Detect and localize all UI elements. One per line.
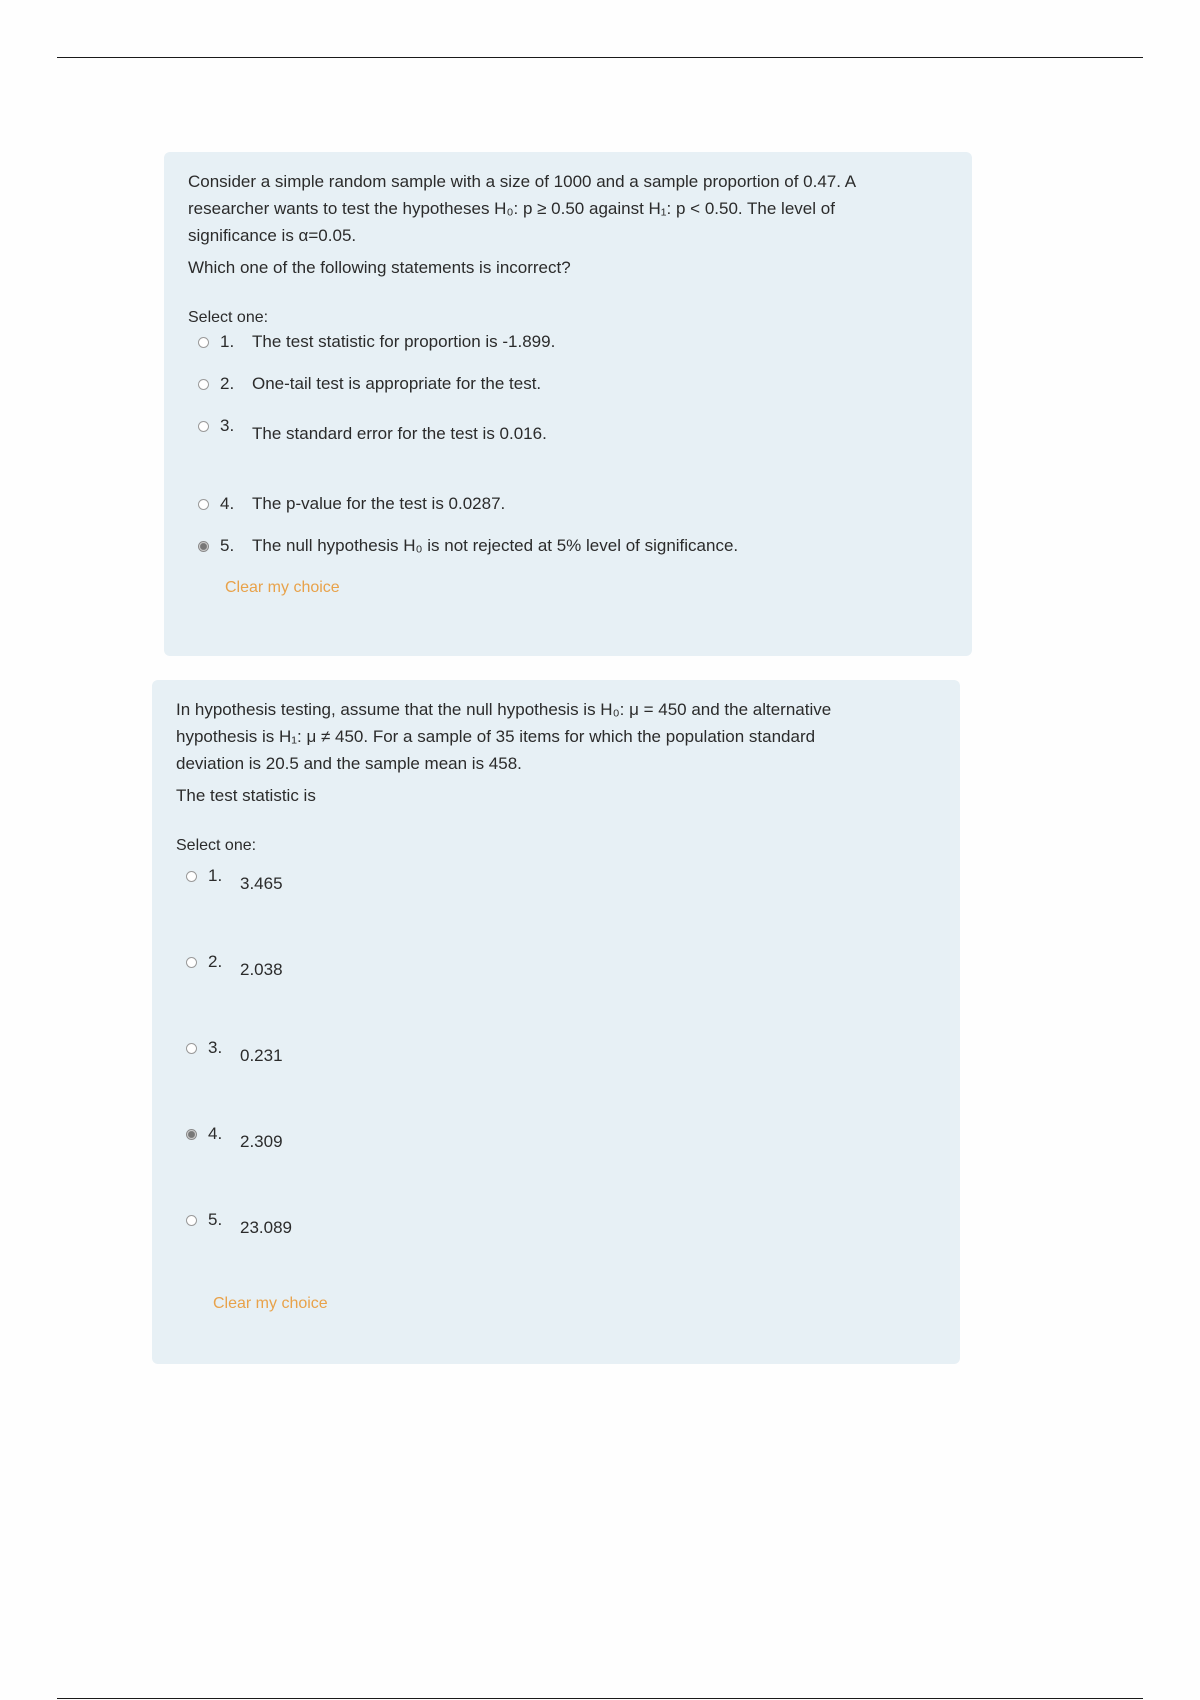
answer-number: 3.	[220, 416, 235, 435]
answer-number: 2.	[208, 952, 223, 971]
select-one-label: Select one:	[188, 309, 269, 326]
question-prompt: Which one of the following statements is incorrect?	[188, 258, 571, 277]
answer-list	[188, 331, 948, 577]
answer-option-3[interactable]	[198, 415, 948, 493]
answer-number: 3.	[208, 1038, 223, 1057]
question-card-1	[164, 152, 972, 656]
radio-button-selected[interactable]	[186, 1129, 197, 1140]
answer-option-2[interactable]	[198, 373, 948, 415]
answer-text: The null hypothesis H₀ is not rejected at 5% level of significance.	[252, 536, 739, 555]
radio-button[interactable]	[198, 337, 209, 348]
answer-number: 4.	[208, 1124, 223, 1143]
answer-number: 1.	[208, 866, 223, 885]
answer-text: 23.089	[240, 1218, 292, 1237]
question-text	[176, 696, 936, 809]
question-text	[188, 168, 948, 281]
question-line: hypothesis is H₁: μ ≠ 450. For a sample of 35 items for which the population standard	[176, 727, 816, 746]
select-one-label: Select one:	[176, 837, 257, 854]
answer-number: 4.	[220, 494, 235, 513]
question-line: significance is α=0.05.	[188, 226, 357, 245]
answer-option-1[interactable]	[198, 331, 948, 373]
top-rule	[57, 57, 1143, 58]
radio-button[interactable]	[198, 499, 209, 510]
answer-option-2[interactable]	[186, 951, 936, 1037]
answer-option-4[interactable]	[186, 1123, 936, 1209]
clear-choice-link[interactable]: Clear my choice	[225, 579, 340, 596]
answer-number: 5.	[208, 1210, 223, 1229]
question-line: Consider a simple random sample with a size of 1000 and a sample proportion of 0.47. A	[188, 172, 857, 191]
question-line: researcher wants to test the hypotheses H₀: p ≥ 0.50 against H₁: p < 0.50. The level of	[188, 199, 835, 218]
answer-number: 1.	[220, 332, 235, 351]
answer-text: 3.465	[240, 874, 283, 893]
answer-number: 5.	[220, 536, 235, 555]
question-line: deviation is 20.5 and the sample mean is 458.	[176, 754, 522, 773]
answer-text: 2.038	[240, 960, 283, 979]
radio-button[interactable]	[186, 957, 197, 968]
answer-text: The p-value for the test is 0.0287.	[252, 494, 506, 513]
question-line: In hypothesis testing, assume that the null hypothesis is H₀: μ = 450 and the alternative	[176, 700, 832, 719]
question-card-2	[152, 680, 960, 1364]
answer-list	[176, 865, 936, 1295]
answer-option-4[interactable]	[198, 493, 948, 535]
answer-number: 2.	[220, 374, 235, 393]
answer-option-1[interactable]	[186, 865, 936, 951]
clear-choice-link[interactable]: Clear my choice	[213, 1295, 328, 1312]
answer-text: The test statistic for proportion is -1.899.	[252, 332, 556, 351]
radio-button[interactable]	[198, 421, 209, 432]
answer-text: 2.309	[240, 1132, 283, 1151]
radio-button[interactable]	[186, 871, 197, 882]
radio-button-selected[interactable]	[198, 541, 209, 552]
answer-text: One-tail test is appropriate for the test.	[252, 374, 542, 393]
answer-text: The standard error for the test is 0.016.	[252, 424, 547, 443]
answer-option-5[interactable]	[186, 1209, 936, 1295]
answer-text: 0.231	[240, 1046, 283, 1065]
question-prompt: The test statistic is	[176, 786, 316, 805]
bottom-rule	[57, 1698, 1143, 1699]
answer-option-5[interactable]	[198, 535, 948, 577]
radio-button[interactable]	[186, 1043, 197, 1054]
radio-button[interactable]	[186, 1215, 197, 1226]
radio-button[interactable]	[198, 379, 209, 390]
answer-option-3[interactable]	[186, 1037, 936, 1123]
